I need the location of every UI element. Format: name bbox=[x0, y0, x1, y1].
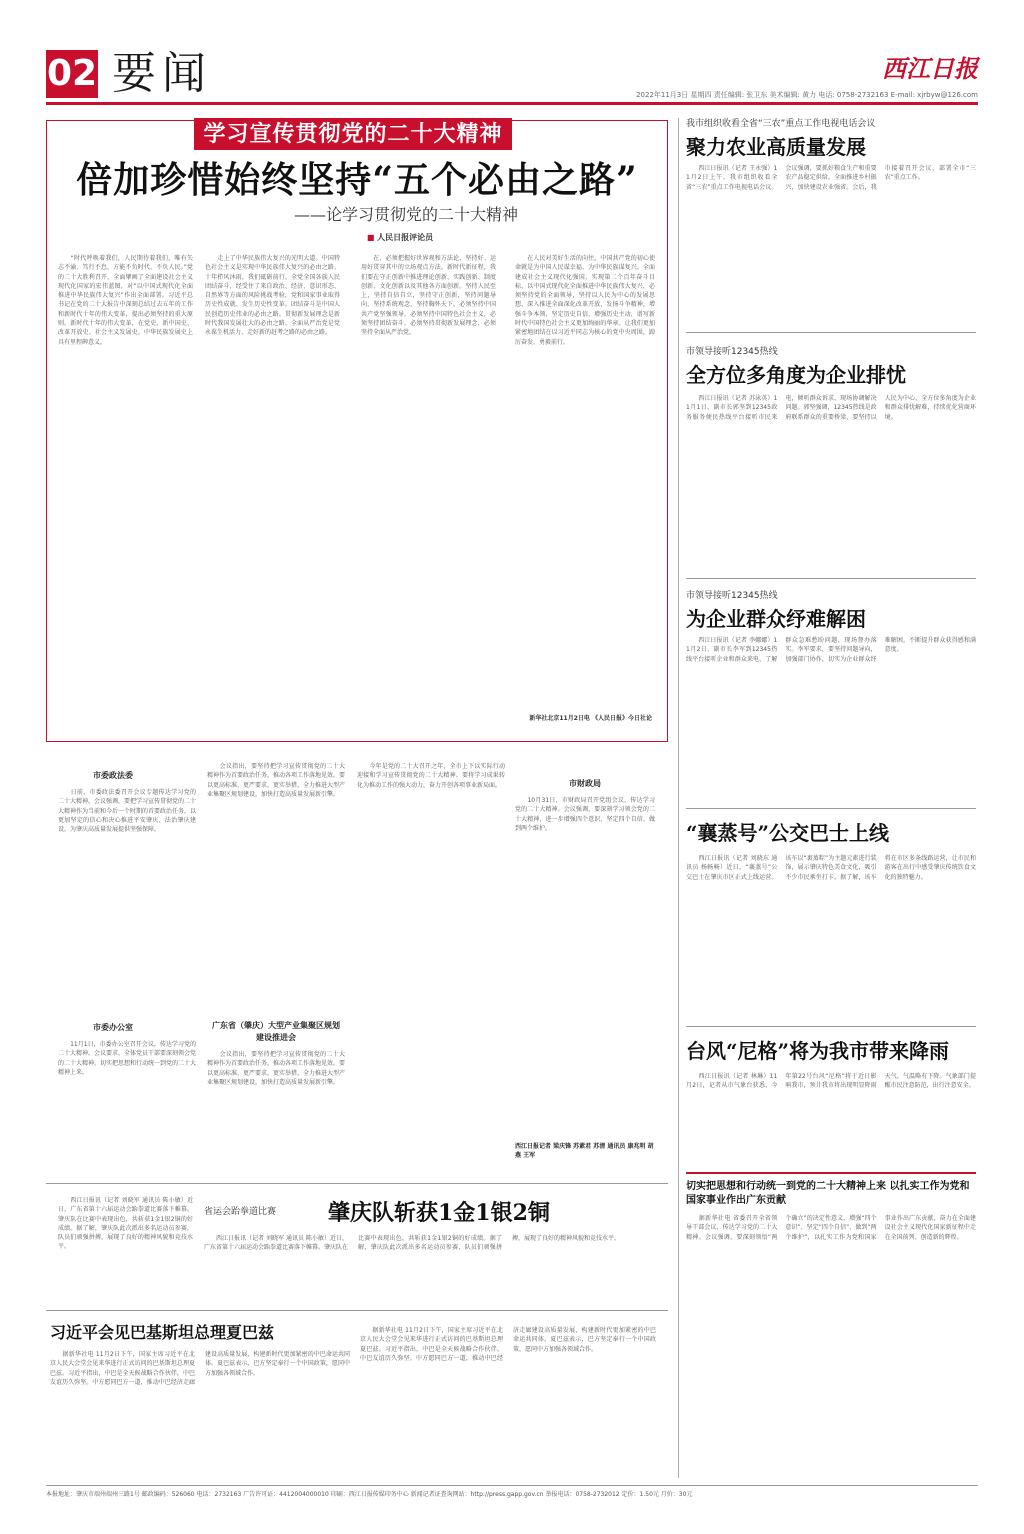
section-title: 要闻 bbox=[112, 48, 212, 99]
feature-source: ■ 人民日报评论员 bbox=[300, 232, 500, 244]
xi-story-body-a: 据新华社电 11月2日下午，国家主席习近平在北京人民大会堂会见来华进行正式访问的巴基斯坦总理夏巴兹。习近平指出，中巴是全天候战略合作伙伴，中巴友谊历久弥坚。中方愿同巴方一道，推动中巴经济走廊建设高质量发展，构建新时代更加紧密的中巴命运共同体。夏巴兹表示，巴方坚定奉行一个中国政策，愿同中方加强各领域合作。 bbox=[50, 1351, 350, 1386]
story-column-2: 会议指出，要坚持把学习宣传贯彻党的二十大精神作为首要政治任务，推动各项工作落地见效。要以更高标准、更严要求、更实举措，全力推进大型产业集聚区规划建设，加快打造高质量发展新引擎。 bbox=[207, 763, 345, 798]
feature-column-3: 在，必须把握好世界观和方法论，坚持好、运用好贯穿其中的立场观点方法。新时代新征程，我们要在守正创新中推进理论创新、实践创新、制度创新、文化创新以及其他各方面创新。坚持人民至上，坚持自信自立，坚持守正创新，坚持问题导向，坚持系统观念，坚持胸怀天下。必须坚持中国共产党坚强领导，必须坚持中国特色社会主义，必须坚持团结奋斗，必须坚持贯彻新发展理念，必须坚持全面从严治党。 bbox=[361, 255, 496, 337]
story2-headline: 全方位多角度为企业排忧 bbox=[686, 363, 906, 387]
story3-kicker: 市领导接听12345热线 bbox=[686, 591, 778, 601]
story6-body: 据新华社电 省委召开全省领导干部会议，传达学习党的二十大精神。会议强调，要深刻领悟“两个确立”的决定性意义，增强“四个意识”、坚定“四个自信”、做到“两个维护”，以扎实工作为党和国家事业作出广东贡献，奋力在全面建设社会主义现代化国家新征程中走在全国前列、创造新的辉煌。 bbox=[686, 1215, 976, 1241]
divider bbox=[686, 1026, 976, 1027]
feature-headline: 倍加珍惜始终坚持“五个必由之路” bbox=[76, 159, 638, 201]
header-rule bbox=[46, 102, 978, 105]
xi-headline: 习近平会见巴基斯坦总理夏巴兹 bbox=[50, 1323, 275, 1342]
story-industry-cluster: 会议指出，要坚持把学习宣传贯彻党的二十大精神作为首要政治任务，推动各项工作落地见效。要以更高标准、更严要求、更实举措，全力推进大型产业集聚区规划建设，加快打造高质量发展新引擎。 bbox=[207, 1051, 345, 1086]
divider bbox=[686, 808, 976, 809]
story6-headline: 切实把思想和行动统一到党的二十大精神上来 以扎实工作为党和国家事业作出广东贡献 bbox=[686, 1181, 970, 1206]
story5-headline: 台风“尼格”将为我市带来降雨 bbox=[686, 1039, 950, 1063]
divider bbox=[686, 1172, 976, 1174]
subhead-politics-law: 市委政法委 bbox=[93, 771, 133, 780]
story5-body: 西江日报讯（记者 林琳）11月2日，记者从市气象台获悉，今年第22号台风“尼格”将于近日影响我市，预计我市将出现明显降雨天气，气温略有下降。气象部门提醒市民注意防范，出行注意安全。 bbox=[686, 1073, 976, 1090]
footer-rule bbox=[46, 1485, 978, 1486]
story4-body: 西江日报讯（记者 刘晓东 通讯员 杨畅畅）近日，“襄蒸号”公交巴士在肇庆市区正式上线运营。该车以“裹蒸粽”为主题元素进行装饰，展示肇庆特色美食文化，吸引不少市民乘坐打卡。据了解，该车将在市区多条线路运营，让市民和游客在出行中感受肇庆传统饮食文化的独特魅力。 bbox=[686, 855, 976, 881]
page-number: 02 bbox=[46, 50, 98, 98]
story1-body: 西江日报讯（记者 王永强）11月2日上午，我市组织收看全省“三农”重点工作电视电话会议。会议强调，要抓好粮食生产和重要农产品稳定供给，全面推进乡村振兴，加快建设农业强省。会后，我市接着召开会议，部署全市“三农”重点工作。 bbox=[686, 165, 976, 191]
subhead-finance-bureau: 市财政局 bbox=[569, 779, 601, 788]
footer-info: 本报地址：肇庆市端州端州三路1号 邮政编码：526060 电话：2732163 广告许可证：4412004000010 印刷：西江日报传媒印务中心 新闻记者证查询网站：http://press.gapp.gov.cn 举报电话：0758-2732012 定价：1.50元 月价：30元 bbox=[46, 1491, 693, 1498]
divider bbox=[686, 578, 976, 579]
xi-story-body-b: 据新华社电 11月2日下午，国家主席习近平在北京人民大会堂会见来华进行正式访问的巴基斯坦总理夏巴兹。习近平指出，中巴是全天候战略合作伙伴，中巴友谊历久弥坚。中方愿同巴方一道，推动中巴经济走廊建设高质量发展，构建新时代更加紧密的中巴命运共同体。夏巴兹表示，巴方坚定奉行一个中国政策，愿同中方加强各领域合作。 bbox=[360, 1327, 656, 1362]
column-divider bbox=[678, 118, 679, 1478]
subhead-industry-cluster: 广东省（肇庆）大型产业集聚区规划建设推进会 bbox=[212, 1021, 340, 1042]
story-column-3: 今年是党的二十大召开之年，全市上下以实际行动迎接和学习宣传贯彻党的二十大精神。要将学习成果转化为推动工作的强大动力，奋力开创各项事业新局面。 bbox=[357, 763, 505, 789]
sports-story-body: 西江日报讯（记者 刘晓军 通讯员 陈小敏）近日，广东省第十六届运动会跆拳道比赛落下帷幕。肇庆队在比赛中表现出色，共斩获1金1银2铜的好成绩。据了解，肇庆队此次派出多名运动员参赛，队员们顽强拼搏，展现了良好的精神风貌和竞技水平。 bbox=[204, 1235, 621, 1252]
divider bbox=[686, 332, 976, 333]
feature-banner: 学习宣传贯彻党的二十大精神 bbox=[194, 118, 512, 150]
feature-column-2: 走上了中华民族伟大复兴的光明大道。中国特色社会主义是实现中华民族伟大复兴的必由之路。十年栉风沐雨，我们砥砺前行。全党全国各族人民团结奋斗，经受住了来自政治、经济、意识形态、自然界等方面的风险挑战考验，党和国家事业取得历史性成就、发生历史性变革。团结奋斗是中国人民创造历史伟业的必由之路。贯彻新发展理念是新时代我国发展壮大的必由之路。全面从严治党是党永葆生机活力、走好新的赶考之路的必由之路。 bbox=[205, 255, 340, 337]
story1-headline: 聚力农业高质量发展 bbox=[686, 135, 866, 159]
story3-headline: 为企业群众纾难解困 bbox=[686, 607, 866, 631]
feature-signature: 新华社北京11月2日电 《人民日报》今日社论 bbox=[529, 715, 652, 722]
divider bbox=[46, 1310, 668, 1311]
story-general-office: 11月1日，市委办公室召开会议，传达学习党的二十大精神。会议要求，全体党员干部要深刻领会党的二十大精神，切实把思想和行动统一到党的二十大精神上来。 bbox=[58, 1041, 196, 1076]
divider bbox=[46, 1183, 668, 1184]
story1-kicker: 我市组织收看全省“三农”重点工作电视电话会议 bbox=[686, 119, 876, 129]
reporter-credit: 西江日报记者 梁庆锋 苏素君 苏清 通讯员 康兆明 胡燕 王军 bbox=[515, 1143, 654, 1159]
story-finance-bureau: 10月31日，市财政局召开党组会议，传达学习党的二十大精神。会议强调，要深刻学习领会党的二十大精神，进一步增强四个意识、坚定四个自信、做到两个维护。 bbox=[515, 797, 655, 832]
sports-story-lead: 西江日报讯（记者 刘晓军 通讯员 陈小敏）近日，广东省第十六届运动会跆拳道比赛落下帷幕。肇庆队在比赛中表现出色，共斩获1金1银2铜的好成绩。据了解，肇庆队此次派出多名运动员参赛，队员们顽强拼搏，展现了良好的精神风貌和竞技水平。 bbox=[58, 1197, 193, 1251]
story3-body: 西江日报讯（记者 李娜娜）11月2日，副市长李军到12345热线平台接听企业和群众来电，了解群众急难愁盼问题，现场督办落实。李军要求，要坚持问题导向，加强部门协作，切实为企业群众纾难解困，不断提升群众获得感和满意度。 bbox=[686, 637, 976, 663]
feature-subtitle: ——论学习贯彻党的二十大精神 bbox=[293, 205, 518, 224]
header-meta: 2022年11月3日 星期四 责任编辑: 张卫东 美术编辑: 黄力 电话: 0758-2732163 E-mail: xjrbyw@126.com bbox=[636, 91, 978, 99]
story2-kicker: 市领导接听12345热线 bbox=[686, 347, 778, 357]
feature-column-4: 在人民对美好生活的向往，中国共产党的初心使命就是为中国人民谋幸福、为中华民族谋复兴。全面建成社会主义现代化强国，实现第二个百年奋斗目标，以中国式现代化全面推进中华民族伟大复兴，必须坚持党的全面领导，坚持以人民为中心的发展思想，深入推进全面深化改革开放，发扬斗争精神，增强斗争本领，坚定历史自信，增强历史主动，谱写新时代中国特色社会主义更加绚丽的华章。让我们更加紧密地团结在以习近平同志为核心的党中央周围，踔厉奋发、勇毅前行。 bbox=[515, 255, 655, 346]
story-politics-law: 日前，市委政法委召开会议专题传达学习党的二十大精神。会议强调，要把学习宣传贯彻党的二十大精神作为当前和今后一个时期的首要政治任务，以更加坚定的信心和决心推进平安肇庆、法治肇庆建设，为肇庆高质量发展提供坚强保障。 bbox=[58, 789, 196, 834]
feature-column-1: “时代呼唤着我们，人民期待着我们，唯有矢志不渝、笃行不怠，方能不负时代、不负人民。”党的二十大胜利召开，全面擘画了全面建设社会主义现代化国家的宏伟蓝图，对“以中国式现代化全面推进中华民族伟大复兴”作出全面部署。习近平总书记在党的二十大报告中深刻总结过去五年的工作和新时代十年的伟大变革，提出必须坚持的重大原则。新时代十年的伟大变革，在党史、新中国史、改革开放史、社会主义发展史、中华民族发展史上具有里程碑意义。 bbox=[58, 255, 193, 346]
story2-body: 西江日报讯（记者 苏泳英）11月1日，副市长郭坚到12345政务服务便民热线平台接听市民来电，倾听群众诉求，现场协调解决问题。郭坚强调，12345热线是政府联系群众的重要桥梁，要坚持以人民为中心，全方位多角度为企业和群众排忧解难，持续优化营商环境。 bbox=[686, 395, 976, 421]
story4-headline: “襄蒸号”公交巴士上线 bbox=[686, 821, 890, 845]
newspaper-logo: 西江日报 bbox=[882, 54, 978, 83]
subhead-general-office: 市委办公室 bbox=[93, 1023, 133, 1032]
sports-headline: 肇庆队斩获1金1银2铜 bbox=[328, 1200, 550, 1226]
sports-kicker: 省运会跆拳道比赛 bbox=[204, 1207, 277, 1217]
